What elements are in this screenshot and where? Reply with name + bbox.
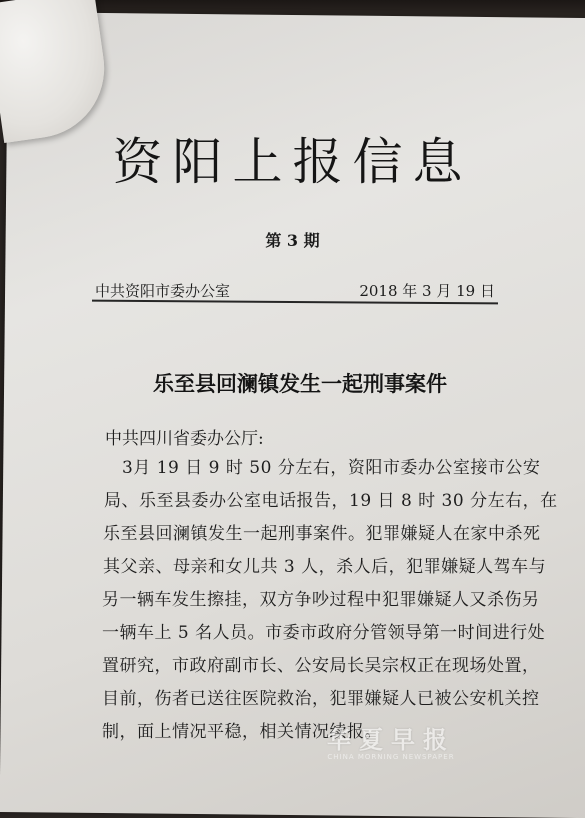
body-line: 目前，伤者已送往医院救治，犯罪嫌疑人已被公安机关控 — [102, 689, 540, 709]
issue-number: 第 3 期 — [265, 231, 320, 250]
watermark — [327, 720, 455, 761]
report-headline: 乐至县回澜镇发生一起刑事案件 — [153, 371, 447, 396]
document-title: 资阳上报信息 — [112, 133, 473, 191]
body-line: 制，面上情况平稳，相关情况续报。 — [102, 722, 382, 742]
body-line: 局、乐至县委办公室电话报告，19 日 8 时 30 分左右，在 — [104, 491, 558, 511]
body-line: 置研究，市政府副市长、公安局长吴宗权正在现场处置， — [102, 656, 540, 676]
salutation: 中共四川省委办公厅: — [105, 429, 264, 449]
issue-date: 2018 年 3 月 19 日 — [359, 282, 495, 300]
issuing-office: 中共资阳市委办公室 — [95, 282, 231, 300]
body-line: 3月 19 日 9 时 50 分左右，资阳市委办公室接市公安 — [122, 458, 541, 478]
watermark-english: CHINA MORNING NEWSPAPER — [327, 753, 455, 761]
body-line: 其父亲、母亲和女儿共 3 人，杀人后，犯罪嫌疑人驾车与 — [103, 557, 547, 577]
watermark-chinese: 华夏早报 — [327, 726, 455, 754]
header-row — [95, 280, 495, 302]
body-line: 乐至县回澜镇发生一起刑事案件。犯罪嫌疑人在家中杀死 — [103, 524, 541, 544]
body-line: 一辆车上 5 名人员。市委市政府分管领导第一时间进行处 — [102, 623, 546, 643]
body-line: 另一辆车发生擦挂，双方争吵过程中犯罪嫌疑人又杀伤另 — [102, 590, 540, 610]
